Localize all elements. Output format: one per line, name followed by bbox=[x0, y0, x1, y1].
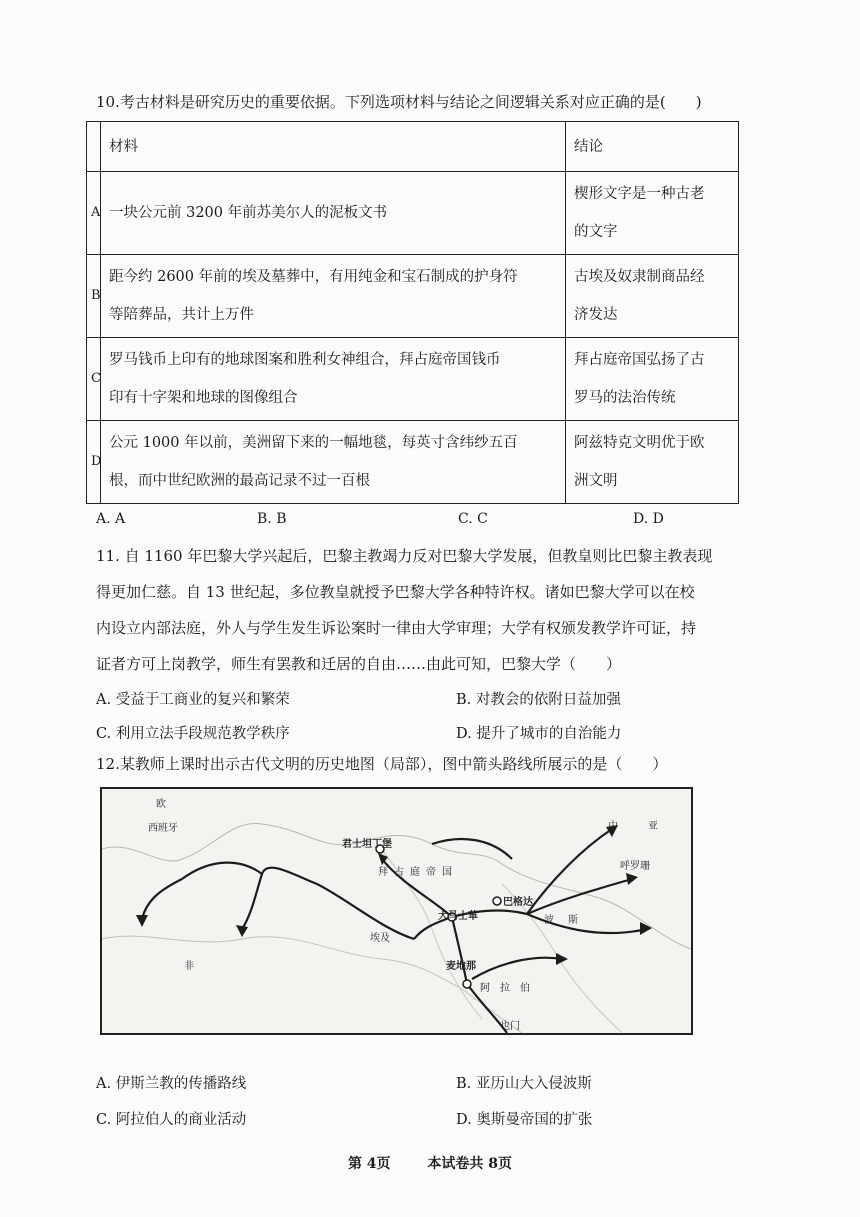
q12-option-b[interactable]: B. 亚历山大入侵波斯 bbox=[456, 1076, 592, 1092]
historical-map bbox=[100, 787, 693, 1035]
material-line: 印有十字架和地球的图像组合 bbox=[109, 390, 298, 406]
material-line: 公元 1000 年以前，美洲留下来的一幅地毯，每英寸含纬纱五百 bbox=[109, 435, 518, 451]
q12-option-c[interactable]: C. 阿拉伯人的商业活动 bbox=[96, 1112, 247, 1128]
table-header-row bbox=[87, 122, 739, 172]
q11-stem bbox=[96, 538, 756, 682]
material-line: 等陪葬品，共计上万件 bbox=[109, 307, 254, 323]
choice-a[interactable]: A. A bbox=[96, 511, 126, 527]
map-label: 欧 bbox=[156, 799, 166, 810]
row-conclusion bbox=[566, 172, 739, 255]
conclusion-line: 阿兹特克文明优于欧 bbox=[574, 435, 705, 451]
map-labels bbox=[102, 789, 691, 1033]
q11-line: 内设立内部法庭，外人与学生发生诉讼案时一律由大学审理；大学有权颁发教学许可证，持 bbox=[96, 619, 697, 637]
header-conclusion: 结论 bbox=[566, 122, 739, 172]
map-label: 君士坦丁堡 bbox=[342, 839, 392, 850]
q11-line: 11. 自 1160 年巴黎大学兴起后，巴黎主教竭力反对巴黎大学发展，但教皇则比巴黎主教表现 bbox=[96, 547, 713, 565]
map-label: 大马士革 bbox=[438, 911, 478, 922]
q11-option-d[interactable]: D. 提升了城市的自治能力 bbox=[456, 726, 622, 742]
material-line: 罗马钱币上印有的地球图案和胜利女神组合，拜占庭帝国钱币 bbox=[109, 352, 501, 368]
q11-line: 证者方可上岗教学，师生有罢教和迁居的自由……由此可知，巴黎大学（ ） bbox=[96, 655, 622, 673]
q10-table bbox=[86, 121, 739, 504]
table-row bbox=[87, 338, 739, 421]
conclusion-line: 的文字 bbox=[574, 224, 618, 240]
q11-option-a[interactable]: A. 受益于工商业的复兴和繁荣 bbox=[96, 692, 290, 708]
map-label: 巴格达 bbox=[503, 897, 533, 908]
map-label: 阿拉伯 bbox=[480, 983, 540, 994]
map-label: 非 bbox=[184, 961, 194, 972]
row-conclusion bbox=[566, 255, 739, 338]
row-label: A bbox=[87, 172, 101, 255]
table-row bbox=[87, 421, 739, 504]
page-footer bbox=[0, 1153, 860, 1173]
row-label: D bbox=[87, 421, 101, 504]
q11-option-b[interactable]: B. 对教会的依附日益加强 bbox=[456, 692, 621, 708]
material-line: 一块公元前 3200 年前苏美尔人的泥板文书 bbox=[109, 205, 388, 221]
map-label: 呼罗珊 bbox=[620, 861, 650, 872]
row-material bbox=[101, 172, 566, 255]
row-material bbox=[101, 255, 566, 338]
conclusion-line: 洲文明 bbox=[574, 473, 618, 489]
q11-option-c[interactable]: C. 利用立法手段规范教学秩序 bbox=[96, 726, 290, 742]
q10-stem: 10.考古材料是研究历史的重要依据。下列选项材料与结论之间逻辑关系对应正确的是( ) bbox=[96, 93, 702, 111]
conclusion-line: 楔形文字是一种古老 bbox=[574, 186, 705, 202]
choice-d[interactable]: D. D bbox=[633, 511, 664, 527]
map-label: 波斯 bbox=[544, 915, 592, 926]
map-label: 拜占庭帝国 bbox=[378, 867, 458, 878]
map-label: 西班牙 bbox=[148, 823, 178, 834]
row-label: C bbox=[87, 338, 101, 421]
conclusion-line: 罗马的法治传统 bbox=[574, 390, 676, 406]
row-label: B bbox=[87, 255, 101, 338]
row-conclusion bbox=[566, 338, 739, 421]
map-label: 也门 bbox=[500, 1021, 520, 1032]
choice-b[interactable]: B. B bbox=[257, 511, 287, 527]
choice-c[interactable]: C. C bbox=[458, 511, 488, 527]
material-line: 根，而中世纪欧洲的最高记录不过一百根 bbox=[109, 473, 370, 489]
q12-option-a[interactable]: A. 伊斯兰教的传播路线 bbox=[96, 1076, 247, 1092]
conclusion-line: 济发达 bbox=[574, 307, 618, 323]
map-label: 埃及 bbox=[370, 933, 390, 944]
material-line: 距今约 2600 年前的埃及墓葬中，有用纯金和宝石制成的护身符 bbox=[109, 269, 518, 285]
map-label: 麦地那 bbox=[446, 961, 476, 972]
header-material: 材料 bbox=[101, 122, 566, 172]
page-number: 第 4页 bbox=[347, 1156, 391, 1172]
q10-choices bbox=[96, 511, 736, 531]
row-material bbox=[101, 421, 566, 504]
row-conclusion bbox=[566, 421, 739, 504]
row-material bbox=[101, 338, 566, 421]
table-row bbox=[87, 172, 739, 255]
map-label: 中亚 bbox=[608, 821, 688, 832]
conclusion-line: 拜占庭帝国弘扬了古 bbox=[574, 352, 705, 368]
q12-option-d[interactable]: D. 奥斯曼帝国的扩张 bbox=[456, 1112, 593, 1128]
q11-line: 得更加仁慈。自 13 世纪起，多位教皇就授予巴黎大学各种特许权。诸如巴黎大学可以在校 bbox=[96, 583, 695, 601]
table-row bbox=[87, 255, 739, 338]
q12-stem: 12.某教师上课时出示古代文明的历史地图（局部），图中箭头路线所展示的是（ ） bbox=[96, 755, 668, 773]
total-pages: 本试卷共 8页 bbox=[427, 1156, 513, 1172]
conclusion-line: 古埃及奴隶制商品经 bbox=[574, 269, 705, 285]
